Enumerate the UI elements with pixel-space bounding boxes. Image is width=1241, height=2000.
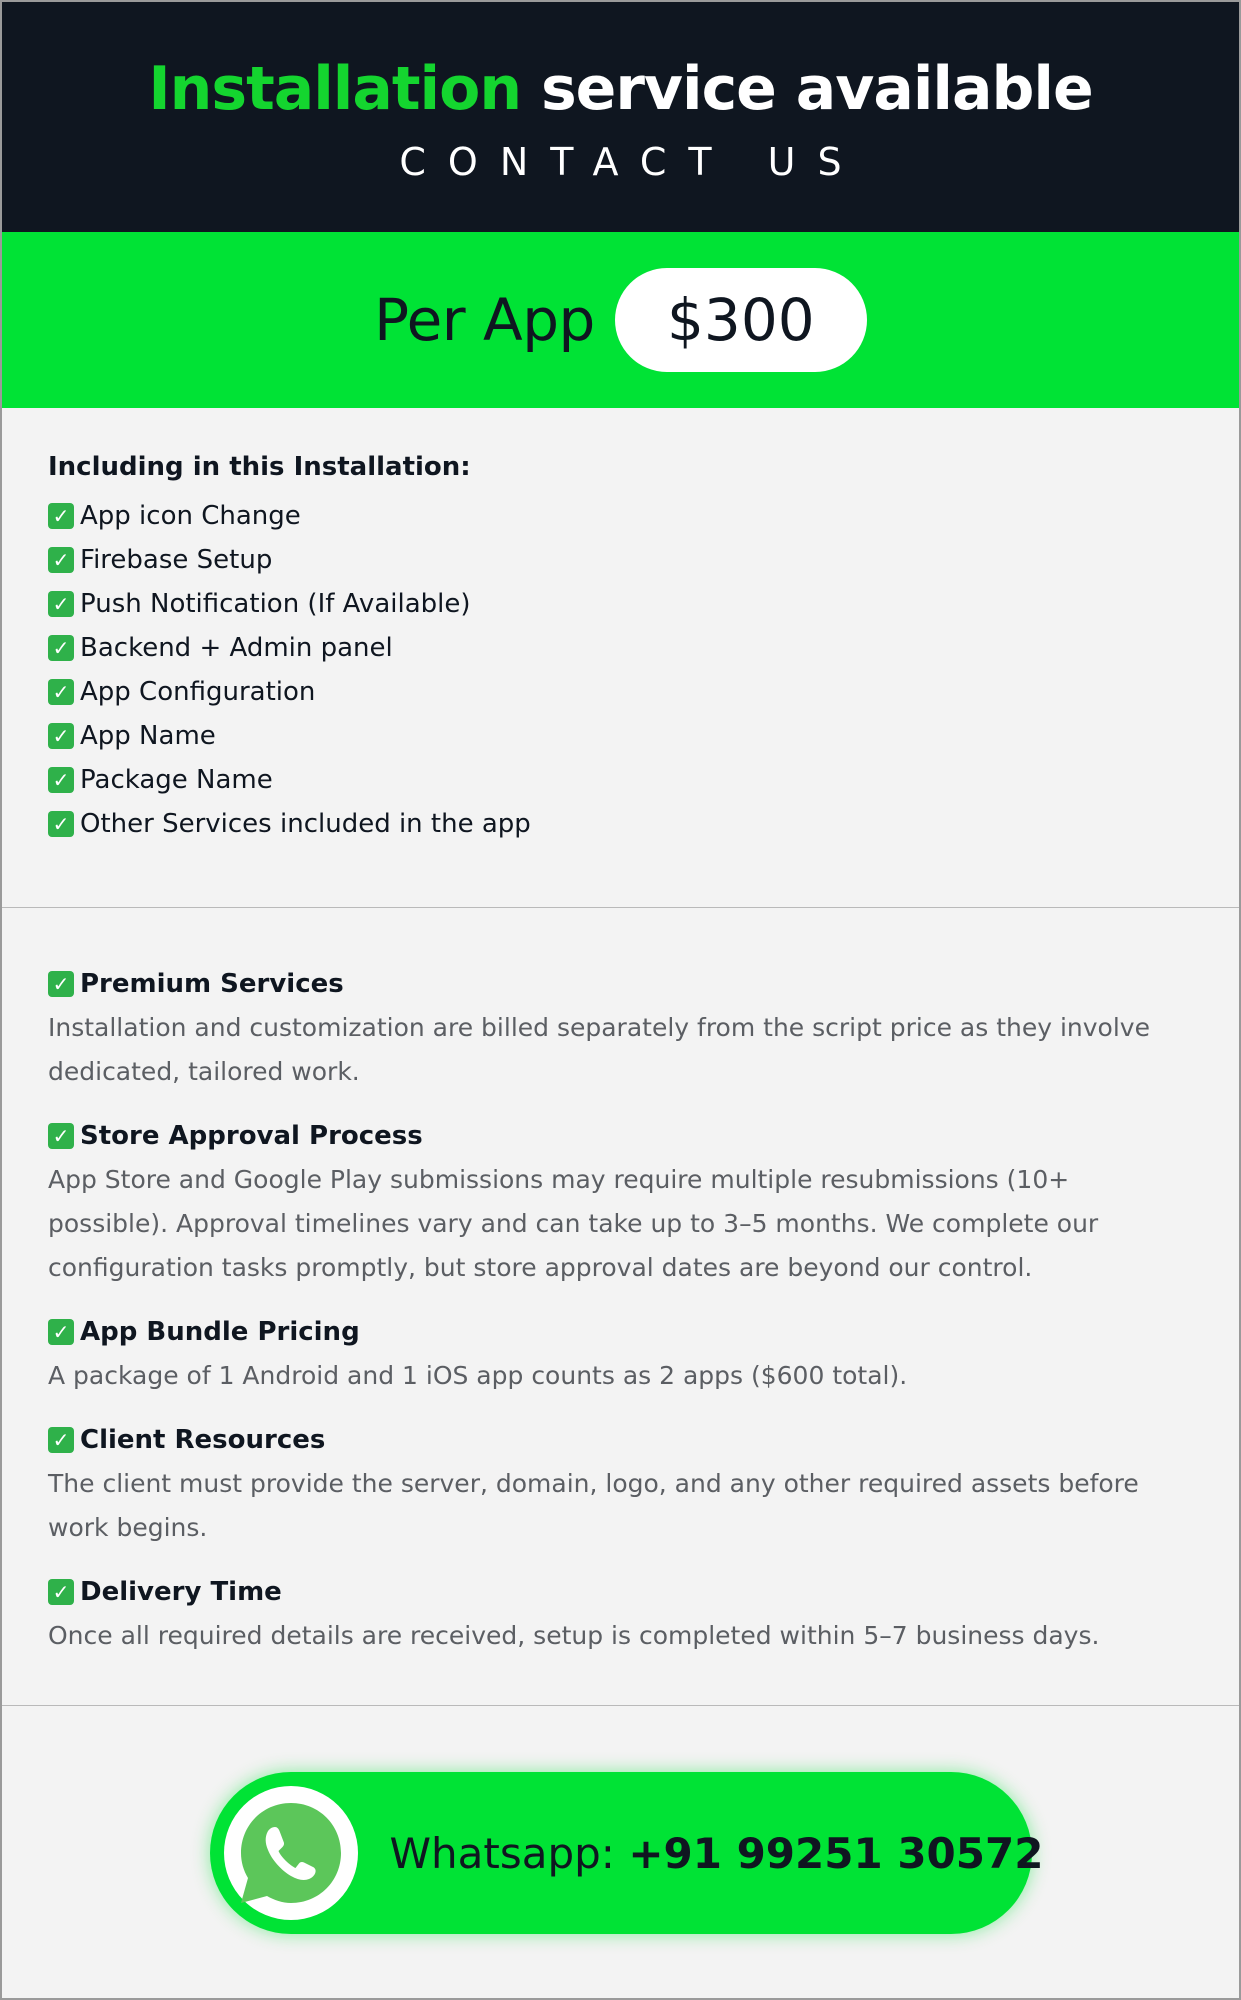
list-item-label: Push Notification (If Available) (80, 589, 471, 619)
whatsapp-text (390, 1829, 1044, 1878)
list-item (48, 494, 1193, 538)
check-mark-icon: ✓ (48, 679, 74, 705)
note-premium-services (48, 962, 1193, 1094)
list-item (48, 582, 1193, 626)
whatsapp-label: Whatsapp: (389, 1828, 615, 1878)
whatsapp-icon-badge (224, 1786, 358, 1920)
price-band (2, 232, 1239, 408)
check-mark-icon: ✓ (48, 547, 74, 573)
list-item (48, 758, 1193, 802)
note-body: App Store and Google Play submissions may require multiple resubmissions (10+ possible). Approval timelines vary and can take up to 3–5 months. We complete our configuration tasks promptly, but store approval dates are beyond our control. (48, 1165, 1099, 1282)
list-item (48, 538, 1193, 582)
list-item-label: Other Services included in the app (80, 809, 531, 839)
list-item-label: Backend + Admin panel (80, 633, 393, 663)
note-body: The client must provide the server, domain, logo, and any other required assets before work begins. (48, 1469, 1139, 1542)
check-mark-icon: ✓ (48, 811, 74, 837)
whatsapp-number[interactable]: +91 99251 30572 (628, 1828, 1044, 1878)
header-banner (2, 2, 1239, 232)
note-title (48, 1418, 1193, 1462)
check-mark-icon: ✓ (48, 723, 74, 749)
note-title (48, 962, 1193, 1006)
including-title: Including in this Installation: (48, 452, 471, 482)
list-item-label: Package Name (80, 765, 273, 795)
headline-accent: Installation (148, 54, 522, 124)
including-section (2, 408, 1239, 908)
note-client-resources (48, 1418, 1193, 1550)
check-mark-icon: ✓ (48, 1123, 74, 1149)
check-mark-icon: ✓ (48, 1427, 74, 1453)
note-title-text: Premium Services (80, 969, 344, 999)
list-item-label: App Configuration (80, 677, 316, 707)
contact-us-subline[interactable]: CONTACT US (399, 140, 864, 184)
whatsapp-zone (2, 1706, 1239, 2000)
check-mark-icon: ✓ (48, 1319, 74, 1345)
whatsapp-contact-button[interactable] (210, 1772, 1044, 1934)
note-title-text: App Bundle Pricing (80, 1317, 360, 1347)
note-title (48, 1114, 1193, 1158)
check-mark-icon: ✓ (48, 1579, 74, 1605)
list-item (48, 714, 1193, 758)
check-mark-icon: ✓ (48, 635, 74, 661)
headline-rest: service available (540, 54, 1093, 124)
list-item (48, 626, 1193, 670)
note-body: Once all required details are received, setup is completed within 5–7 business days. (48, 1621, 1100, 1650)
list-item-label: App icon Change (80, 501, 301, 531)
list-item-label: App Name (80, 721, 216, 751)
list-item (48, 802, 1193, 846)
list-item (48, 670, 1193, 714)
note-title-text: Client Resources (80, 1425, 326, 1455)
headline (2, 50, 1239, 128)
check-mark-icon: ✓ (48, 591, 74, 617)
note-store-approval (48, 1114, 1193, 1290)
note-bundle-pricing (48, 1310, 1193, 1398)
note-title (48, 1570, 1193, 1614)
whatsapp-icon (235, 1797, 347, 1909)
notes-section (2, 908, 1239, 1706)
note-delivery-time (48, 1570, 1193, 1658)
price-badge (615, 268, 867, 372)
note-body: Installation and customization are billed separately from the script price as they involve dedicated, tailored work. (48, 1013, 1150, 1086)
note-title-text: Store Approval Process (80, 1121, 423, 1151)
note-title (48, 1310, 1193, 1354)
price-amount: $300 (667, 286, 815, 354)
price-label: Per App (374, 286, 595, 354)
list-item-label: Firebase Setup (80, 545, 273, 575)
note-body: A package of 1 Android and 1 iOS app counts as 2 apps ($600 total). (48, 1361, 908, 1390)
check-mark-icon: ✓ (48, 971, 74, 997)
check-mark-icon: ✓ (48, 503, 74, 529)
check-mark-icon: ✓ (48, 767, 74, 793)
including-list (48, 494, 1193, 846)
note-title-text: Delivery Time (80, 1577, 282, 1607)
